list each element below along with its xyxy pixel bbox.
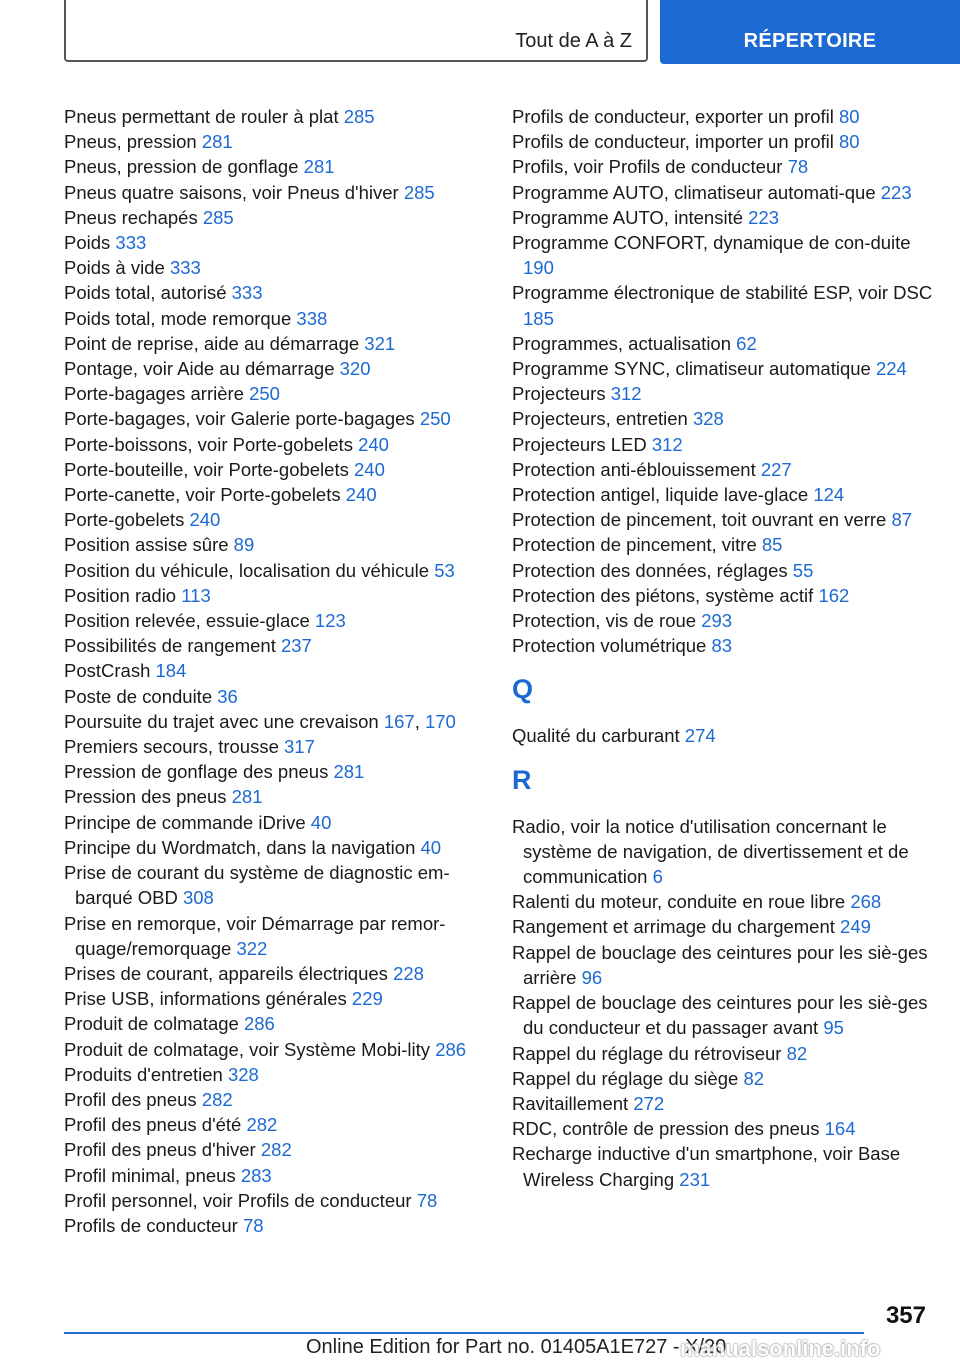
index-entry (64, 280, 484, 305)
entry-text: Pontage, voir Aide au démarrage (64, 358, 335, 380)
index-entry (64, 860, 484, 910)
page-link[interactable]: 285 (403, 181, 435, 203)
page-link[interactable]: 308 (182, 887, 214, 909)
tab-label: Tout de A à Z (515, 30, 632, 52)
page-link[interactable]: 286 (243, 1013, 275, 1035)
tab-label: RÉPERTOIRE (743, 30, 877, 52)
entry-text: Rangement et arrimage du chargement (512, 916, 835, 938)
entry-text: Pression des pneus (64, 786, 227, 808)
page-link[interactable]: 322 (236, 937, 268, 959)
page-link[interactable]: 281 (303, 156, 335, 178)
page-link[interactable]: 281 (201, 131, 233, 153)
index-entry (512, 507, 944, 532)
page-link[interactable]: 224 (875, 358, 907, 380)
page-link[interactable]: 282 (260, 1139, 292, 1161)
page-link[interactable]: 281 (333, 761, 365, 783)
page-separator: , (414, 710, 420, 732)
entry-text: Protection, vis de roue (512, 610, 697, 632)
page-link[interactable]: 240 (189, 509, 221, 531)
entry-text: Produit de colmatage (64, 1013, 239, 1035)
entry-text: Profil personnel, voir Profils de conducteur (64, 1189, 412, 1211)
index-entry (64, 129, 484, 154)
index-entry (64, 1112, 484, 1137)
entry-text: Protection de pincement, vitre (512, 534, 757, 556)
page-link[interactable]: 231 (679, 1168, 711, 1190)
entry-text: Poursuite du trajet avec une crevaison (64, 710, 379, 732)
page-link[interactable]: 293 (701, 610, 733, 632)
index-entry (64, 457, 484, 482)
page-link[interactable]: 40 (420, 836, 442, 858)
page-link[interactable]: 328 (692, 408, 724, 430)
page-link[interactable]: 82 (743, 1067, 765, 1089)
page-link[interactable]: 184 (155, 660, 187, 682)
index-entry (64, 356, 484, 381)
page-link[interactable]: 95 (823, 1017, 844, 1039)
entry-text: Porte-boissons, voir Porte-gobelets (64, 433, 353, 455)
entry-text: Profil minimal, pneus (64, 1164, 236, 1186)
entry-text: Recharge inductive d'un smartphone, voir Base Wireless Charging (512, 1143, 901, 1190)
page-link[interactable]: 40 (310, 811, 332, 833)
entry-text: Porte-bouteille, voir Porte-gobelets (64, 458, 349, 480)
page-link[interactable]: 286 (435, 1038, 467, 1060)
index-entry (512, 406, 944, 431)
page-link[interactable]: 55 (792, 559, 814, 581)
index-entry (64, 658, 484, 683)
index-entry (64, 734, 484, 759)
page-link[interactable]: 333 (115, 232, 147, 254)
entry-text: Programme électronique de stabilité ESP, voir DSC (512, 282, 933, 304)
entry-text: Profils, voir Profils de conducteur (512, 156, 783, 178)
entry-text: Position relevée, essuie-glace (64, 610, 310, 632)
page-link[interactable]: 185 (523, 307, 554, 329)
index-entry (512, 230, 944, 280)
index-entry (512, 180, 944, 205)
page-link[interactable]: 190 (523, 257, 554, 279)
page-link[interactable]: 250 (419, 408, 451, 430)
page-link[interactable]: 170 (424, 710, 456, 732)
index-entry (64, 507, 484, 532)
entry-text: Projecteurs LED (512, 433, 647, 455)
index-entry (64, 154, 484, 179)
index-entry (64, 759, 484, 784)
entry-text: Principe de commande iDrive (64, 811, 306, 833)
index-entry (64, 306, 484, 331)
page-link[interactable]: 229 (351, 988, 383, 1010)
entry-text: Ralenti du moteur, conduite en roue libre (512, 891, 846, 913)
entry-text: Programme AUTO, climatiseur automati-que (512, 181, 876, 203)
page-link[interactable]: 78 (242, 1214, 264, 1236)
entry-text: Programme AUTO, intensité (512, 206, 743, 228)
page-link[interactable]: 285 (343, 106, 375, 127)
index-entry (64, 684, 484, 709)
index-entry (64, 205, 484, 230)
tab-tout-de-a-a-z[interactable] (64, 0, 648, 62)
index-entry (64, 835, 484, 860)
index-column-left (64, 104, 484, 1238)
index-entry (512, 1141, 944, 1191)
index-entry (512, 482, 944, 507)
index-entry (512, 1066, 944, 1091)
entry-text: Protection de pincement, toit ouvrant en verre (512, 509, 887, 531)
entry-text: Rappel de bouclage des ceintures pour les siè-ges arrière (512, 941, 928, 988)
index-entry (64, 1037, 484, 1062)
tab-repertoire[interactable] (660, 0, 960, 64)
entry-text: Position radio (64, 584, 177, 606)
page-link[interactable]: 96 (581, 966, 603, 988)
index-entry (64, 608, 484, 633)
index-entry (512, 814, 944, 890)
index-entry (64, 482, 484, 507)
entry-text: Pneus permettant de rouler à plat (64, 106, 339, 127)
entry-text: Rappel de bouclage des ceintures pour les siè-ges du conducteur et du passager avant (512, 992, 928, 1039)
page-link[interactable]: 82 (786, 1042, 808, 1064)
entry-text: Prise de courant du système de diagnostic em-barqué OBD (64, 862, 450, 909)
entry-text: Porte-gobelets (64, 509, 185, 531)
index-entry (512, 1091, 944, 1116)
entry-text: Rappel du réglage du siège (512, 1067, 739, 1089)
page-link[interactable]: 250 (249, 383, 280, 405)
page-link[interactable]: 328 (227, 1063, 259, 1085)
entry-text: Profil des pneus (64, 1088, 197, 1110)
page-link[interactable]: 89 (233, 534, 255, 556)
index-entry (64, 709, 484, 734)
entry-text: Produit de colmatage, voir Système Mobi-lity (64, 1038, 431, 1060)
index-entry (64, 230, 484, 255)
page-link[interactable]: 333 (169, 257, 201, 279)
page-link[interactable]: 283 (240, 1164, 272, 1186)
page-link[interactable]: 53 (434, 559, 455, 581)
entry-text: Profils de conducteur (64, 1214, 238, 1236)
entry-text: Profils de conducteur, exporter un profil (512, 106, 834, 127)
index-entry (64, 558, 484, 583)
index-entry (64, 331, 484, 356)
index-entry (512, 914, 944, 939)
page-link[interactable]: 240 (354, 458, 385, 480)
watermark: manualsonline.info (680, 1336, 881, 1361)
index-entry (512, 381, 944, 406)
page-link[interactable]: 317 (284, 736, 315, 758)
index-entry (64, 784, 484, 809)
page-link[interactable]: 282 (246, 1114, 278, 1136)
page-link[interactable]: 164 (824, 1118, 856, 1140)
entry-text: Pneus rechapés (64, 206, 198, 228)
entry-text: Prises de courant, appareils électriques (64, 962, 388, 984)
index-entry (512, 356, 944, 381)
index-entry (512, 154, 944, 179)
index-entry (64, 810, 484, 835)
entry-text: Poste de conduite (64, 685, 213, 707)
index-entry (512, 990, 944, 1040)
entry-text: PostCrash (64, 660, 151, 682)
page-link[interactable]: 223 (880, 181, 912, 203)
entry-text: Protection volumétrique (512, 635, 707, 657)
entry-text: Protection des piétons, système actif (512, 584, 814, 606)
index-entry (64, 104, 484, 129)
entry-text: Radio, voir la notice d'utilisation concernant le système de navigation, de divertissement et de communication (512, 815, 909, 888)
page-link[interactable]: 36 (217, 685, 238, 707)
index-entry (512, 129, 944, 154)
entry-text: Porte-bagages arrière (64, 383, 244, 405)
entry-text: Programmes, actualisation (512, 332, 732, 354)
index-entry (512, 558, 944, 583)
entry-text: Pneus, pression (64, 131, 197, 153)
page-link[interactable]: 227 (760, 458, 792, 480)
page-link[interactable]: 78 (416, 1189, 438, 1211)
entry-text: Programme SYNC, climatiseur automatique (512, 358, 871, 380)
index-entry (512, 1116, 944, 1141)
section-letter: Q (512, 674, 534, 705)
entry-text: Principe du Wordmatch, dans la navigation (64, 836, 416, 858)
index-column-right (512, 104, 944, 1192)
index-entry (64, 1062, 484, 1087)
page-link[interactable]: 223 (748, 206, 780, 228)
index-entry (64, 1213, 484, 1238)
page-link[interactable]: 80 (839, 131, 860, 153)
entry-text: Profil des pneus d'été (64, 1114, 242, 1136)
entry-text: Premiers secours, trousse (64, 736, 279, 758)
page-link[interactable]: 240 (345, 484, 377, 506)
page-link[interactable]: 6 (652, 866, 663, 888)
index-entry (64, 1188, 484, 1213)
index-entry (512, 104, 944, 129)
index-entry (64, 633, 484, 658)
page-link[interactable]: 123 (314, 610, 346, 632)
page-link[interactable]: 285 (202, 206, 234, 228)
index-entry (64, 1011, 484, 1036)
entry-text: Point de reprise, aide au démarrage (64, 332, 360, 354)
index-entry (64, 911, 484, 961)
page-link[interactable]: 62 (736, 332, 757, 354)
index-entry (64, 986, 484, 1011)
page-link[interactable]: 240 (358, 433, 389, 455)
page-link[interactable]: 333 (231, 282, 263, 304)
index-entry (512, 940, 944, 990)
index-entry (512, 583, 944, 608)
page-link[interactable]: 80 (839, 106, 860, 127)
page-link[interactable]: 85 (761, 534, 783, 556)
index-entry (512, 280, 944, 330)
index-entry (512, 432, 944, 457)
index-entry (512, 608, 944, 633)
page-link[interactable]: 272 (633, 1092, 665, 1114)
entry-text: Position du véhicule, localisation du véhicule (64, 559, 430, 581)
entry-text: Programme CONFORT, dynamique de con-duite (512, 232, 911, 254)
page-link[interactable]: 167 (383, 710, 415, 732)
index-entry (64, 583, 484, 608)
entry-text: Pression de gonflage des pneus (64, 761, 329, 783)
entry-text: Protection antigel, liquide lave-glace (512, 484, 809, 506)
index-entry (64, 1137, 484, 1162)
section-letter: R (512, 764, 532, 795)
entry-text: RDC, contrôle de pression des pneus (512, 1118, 820, 1140)
entry-text: Produits d'entretien (64, 1063, 223, 1085)
index-entry (512, 532, 944, 557)
index-entry (512, 723, 944, 748)
entry-text: Prise USB, informations générales (64, 988, 347, 1010)
entry-text: Porte-bagages, voir Galerie porte-bagages (64, 408, 415, 430)
page-number: 357 (885, 1302, 926, 1329)
index-entry (64, 180, 484, 205)
entry-text: Protection des données, réglages (512, 559, 788, 581)
page-link[interactable]: 83 (711, 635, 733, 657)
entry-text: Pneus, pression de gonflage (64, 156, 299, 178)
edition-note: Online Edition for Part no. 01405A1E727 - X/20 (306, 1336, 727, 1358)
footer-divider (64, 1332, 864, 1334)
page-link[interactable]: 237 (280, 635, 312, 657)
page-link[interactable]: 281 (231, 786, 263, 808)
index-entry (512, 205, 944, 230)
entry-text: Poids à vide (64, 257, 165, 279)
page-link[interactable]: 87 (891, 509, 913, 531)
page-link[interactable]: 124 (813, 484, 845, 506)
entry-text: Profils de conducteur, importer un profil (512, 131, 834, 153)
index-entry (64, 381, 484, 406)
entry-text: Porte-canette, voir Porte-gobelets (64, 484, 341, 506)
index-entry (512, 1041, 944, 1066)
entry-text: Pneus quatre saisons, voir Pneus d'hiver (64, 181, 399, 203)
index-entry (64, 255, 484, 280)
index-entry (64, 406, 484, 431)
index-entry (64, 432, 484, 457)
page-link[interactable]: 274 (684, 725, 716, 747)
index-entry (512, 633, 944, 658)
entry-text: Protection anti-éblouissement (512, 458, 756, 480)
index-entry (512, 889, 944, 914)
entry-text: Possibilités de rangement (64, 635, 276, 657)
index-entry (64, 532, 484, 557)
page-link[interactable]: 228 (393, 962, 424, 984)
page-link[interactable]: 162 (818, 584, 850, 606)
page-link[interactable]: 312 (651, 433, 683, 455)
page-link[interactable]: 78 (787, 156, 809, 178)
entry-text: Ravitaillement (512, 1092, 629, 1114)
page-link[interactable]: 321 (364, 332, 396, 354)
page-link[interactable]: 268 (850, 891, 882, 913)
page-link[interactable]: 338 (296, 307, 328, 329)
entry-text: Profil des pneus d'hiver (64, 1139, 256, 1161)
page-link[interactable]: 113 (181, 584, 211, 606)
index-entry (64, 1087, 484, 1112)
page-link[interactable]: 320 (339, 358, 371, 380)
entry-text: Projecteurs, entretien (512, 408, 688, 430)
entry-text: Prise en remorque, voir Démarrage par remor-quage/remorquage (64, 912, 446, 959)
entry-text: Qualité du carburant (512, 725, 680, 747)
entry-text: Projecteurs (512, 383, 606, 405)
page-link[interactable]: 282 (201, 1088, 233, 1110)
index-entry (64, 961, 484, 986)
entry-text: Poids (64, 232, 111, 254)
entry-text: Poids total, autorisé (64, 282, 227, 304)
page-link[interactable]: 312 (610, 383, 642, 405)
index-entry (512, 457, 944, 482)
index-entry (64, 1163, 484, 1188)
page-link[interactable]: 249 (840, 916, 871, 938)
entry-text: Poids total, mode remorque (64, 307, 292, 329)
index-entry (512, 331, 944, 356)
entry-text: Position assise sûre (64, 534, 229, 556)
entry-text: Rappel du réglage du rétroviseur (512, 1042, 782, 1064)
